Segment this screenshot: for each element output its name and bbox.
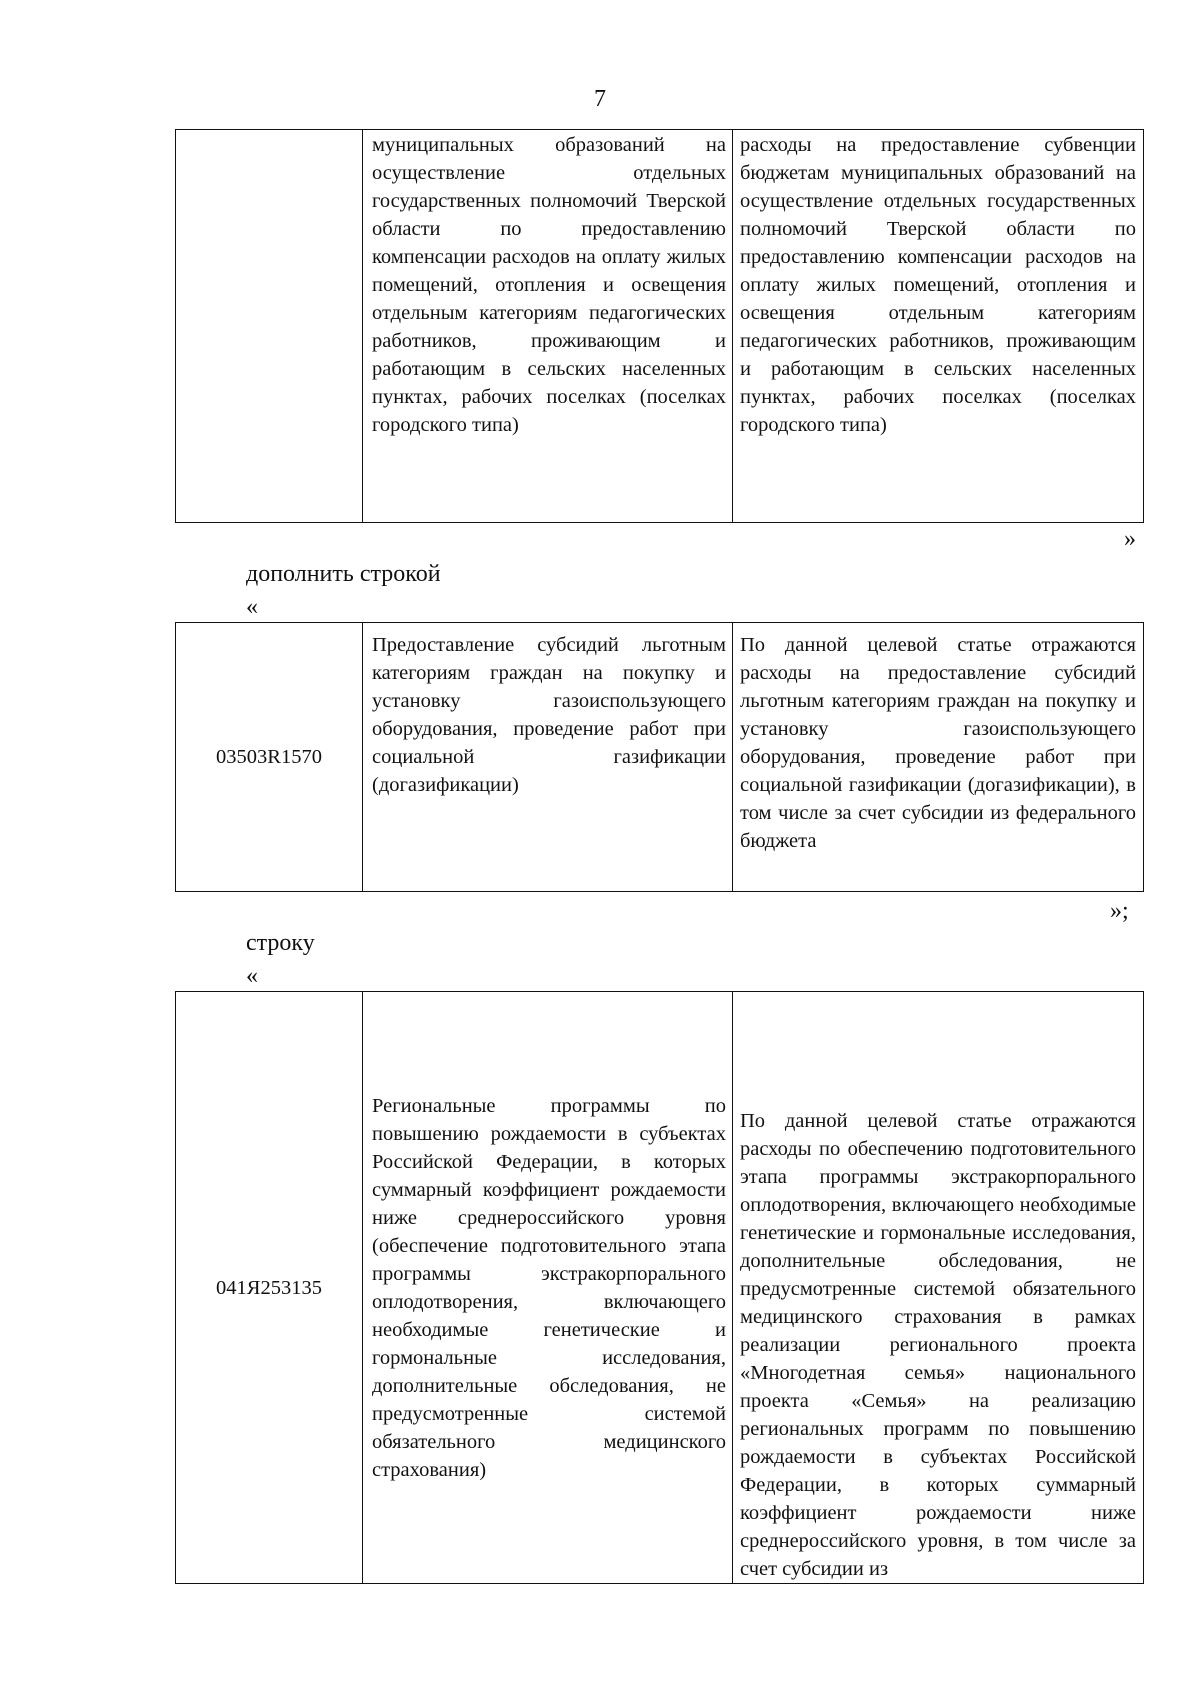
table-row <box>176 130 1144 523</box>
amendment-label-add-row: дополнить строкой <box>246 561 441 587</box>
opening-quote: « <box>246 594 258 620</box>
target-description-text: По данной целевой статье отражаются расходы на предоставление субсидий льготным категориям граждан на покупку и установку газоиспользующего оборудования, проведение работ при социальной газификации (догазификации), в том числе за счет субсидии из федерального бюджета <box>740 634 1136 852</box>
table-row <box>176 992 1144 1584</box>
target-code-cell: 03503R1570 <box>176 623 363 892</box>
table-row <box>176 623 1144 892</box>
target-name-cell <box>363 992 733 1584</box>
target-description-text: расходы на предоставление субвенции бюджетам муниципальных образований на осуществление отдельных государственных полномочий Тверской области по предоставлению компенсации расходов на оплату жилых помещений, отопления и освещения отдельным категориям педагогических работников, проживающим и работающим в сельских населенных пунктах, рабочих поселках (поселках городского типа) <box>740 134 1136 436</box>
target-code-cell <box>176 130 363 523</box>
target-description-cell <box>733 130 1144 523</box>
table-continued-row <box>175 129 1144 523</box>
amendment-label-row: строку <box>246 930 315 956</box>
closing-quote: » <box>1124 526 1136 552</box>
target-description-cell <box>733 623 1144 892</box>
page-number: 7 <box>594 86 606 112</box>
target-name-text: Предоставление субсидий льготным категориям граждан на покупку и установку газоиспользующего оборудования, проведение работ при социальной газификации (догазификации) <box>372 634 726 796</box>
target-name-text: Региональные программы по повышению рождаемости в субъектах Российской Федерации, в которых суммарный коэффициент рождаемости ниже среднероссийского уровня (обеспечение подготовительного этапа программы экстракорпорального оплодотворения, включающего необходимые генетические и гормональные исследования, дополнительные обследования, не предусмотренные системой обязательного медицинского страхования) <box>372 1094 726 1481</box>
closing-quote: »; <box>1110 898 1129 924</box>
target-name-cell <box>363 623 733 892</box>
target-name-cell <box>363 130 733 523</box>
target-name-text: муниципальных образований на осуществление отдельных государственных полномочий Тверской области по предоставлению компенсации расходов на оплату жилых помещений, отопления и освещения отдельным категориям педагогических работников, проживающим и работающим в сельских населенных пунктах, рабочих поселках (поселках городского типа) <box>372 134 726 436</box>
table-replaced-row <box>175 991 1144 1584</box>
target-code-cell: 041Я253135 <box>176 992 363 1584</box>
target-description-cell <box>733 992 1144 1584</box>
target-description-text: По данной целевой статье отражаются расходы по обеспечению подготовительного этапа программы экстракорпорального оплодотворения, включающего необходимые генетические и гормональные исследования, дополнительные обследования, не предусмотренные системой обязательного медицинского страхования в рамках реализации регионального проекта «Многодетная семья» национального проекта «Семья» на реализацию региональных программ по повышению рождаемости в субъектах Российской Федерации, в которых суммарный коэффициент рождаемости ниже среднероссийского уровня, в том числе за счет субсидии из <box>740 1110 1136 1580</box>
table-added-row <box>175 622 1144 892</box>
opening-quote: « <box>246 963 258 989</box>
